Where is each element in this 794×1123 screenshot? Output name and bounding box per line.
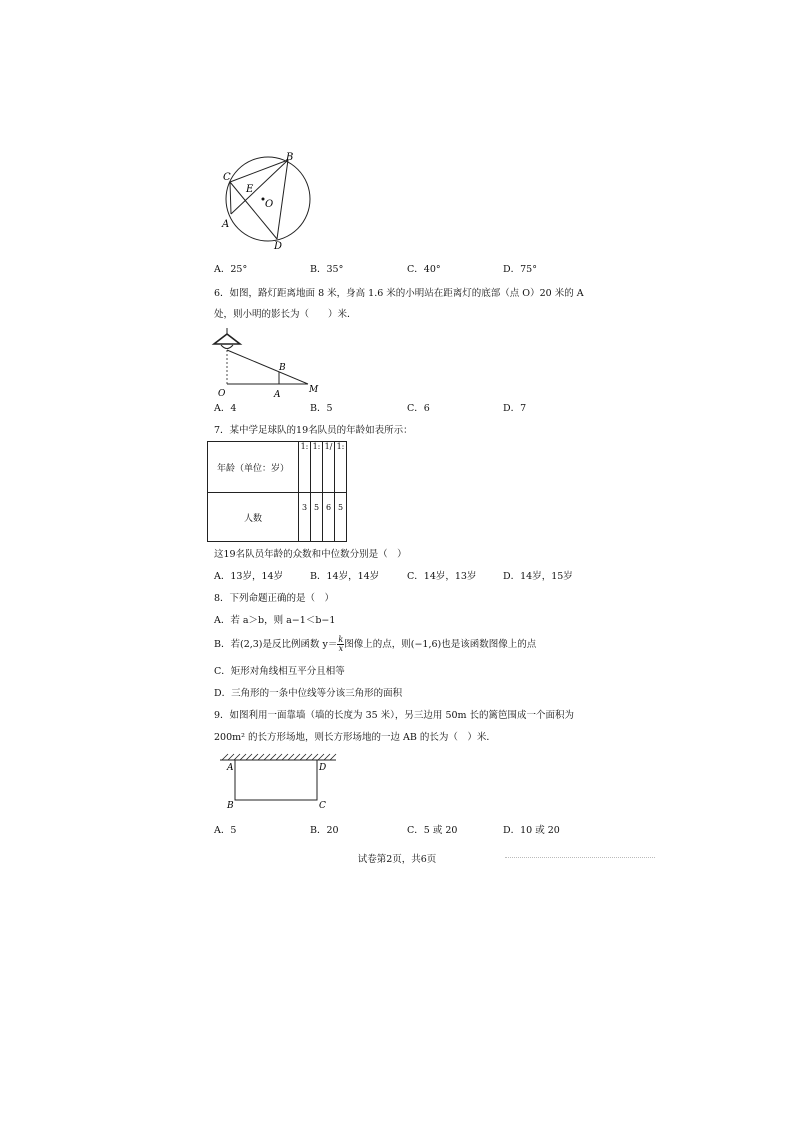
- q5-option-d: D．75°: [503, 264, 537, 275]
- wall-figure: [216, 752, 340, 814]
- age-table: [207, 441, 347, 542]
- q9-stem-line1: 9．如图利用一面靠墙（墙的长度为 35 米），另三边用 50m 长的篱笆围成一个面积为: [214, 710, 575, 721]
- q9-option-d: D．10 或 20: [503, 825, 560, 836]
- light-ray: [227, 350, 308, 384]
- label-d: D: [274, 241, 283, 252]
- label-d: D: [319, 763, 327, 773]
- q8-option-a: A．若 a＞b，则 a−1＜b−1: [214, 615, 336, 626]
- chord-cb: [230, 160, 288, 182]
- q7-stem: 7．某中学足球队的19名队员的年龄如表所示：: [214, 425, 413, 436]
- label-e: E: [246, 184, 254, 195]
- q8-stem: 8．下列命题正确的是（ ）: [214, 593, 335, 604]
- age-cell: 1:: [299, 442, 311, 493]
- q5-option-b: B．35°: [310, 264, 344, 275]
- lamp-figure: [210, 326, 328, 398]
- label-b: B: [227, 801, 234, 811]
- count-cell: 3: [299, 493, 311, 542]
- q9-option-b: B．20: [310, 825, 339, 836]
- label-a: A: [227, 763, 234, 773]
- label-o: O: [218, 389, 226, 398]
- label-c: C: [319, 801, 326, 811]
- q6-stem-line1: 6．如图，路灯距离地面 8 米，身高 1.6 米的小明站在距离灯的底部（点 O）20 米的 A: [214, 288, 584, 299]
- chord-cd: [230, 182, 277, 239]
- q6-option-c: C．6: [407, 403, 430, 414]
- label-o: O: [265, 199, 274, 210]
- q5-option-c: C．40°: [407, 264, 441, 275]
- rectangle-abcd: [235, 760, 317, 800]
- q7-option-c: C．14岁，13岁: [407, 571, 477, 582]
- q8-option-d: D．三角形的一条中位线等分该三角形的面积: [214, 688, 403, 699]
- age-cell: 1:: [335, 442, 347, 493]
- q9-option-a: A．5: [214, 825, 237, 836]
- q6-option-b: B．5: [310, 403, 333, 414]
- q8-option-c: C．矩形对角线相互平分且相等: [214, 666, 345, 677]
- q6-option-a: A．4: [214, 403, 237, 414]
- chord-bd: [277, 160, 288, 239]
- count-cell: 6: [323, 493, 335, 542]
- age-header-cell: 年龄（单位：岁）: [208, 442, 299, 493]
- circle-figure: [214, 150, 338, 252]
- age-cell: 1/: [323, 442, 335, 493]
- label-a: A: [222, 219, 230, 230]
- chord-ca: [230, 182, 231, 214]
- q6-option-d: D．7: [503, 403, 527, 414]
- page-footer: 试卷第2页，共6页: [357, 854, 437, 865]
- q7-question: 这19名队员年龄的众数和中位数分别是（ ）: [214, 549, 407, 560]
- label-b: B: [286, 152, 294, 163]
- age-cell: 1:: [311, 442, 323, 493]
- label-m: M: [309, 385, 319, 395]
- fraction-denominator: x: [338, 644, 344, 653]
- q9-stem-line2: 200m² 的长方形场地，则长方形场地的一边 AB 的长为（ ）米．: [214, 732, 496, 743]
- table-row-age: [208, 442, 347, 493]
- lamp-shade: [214, 334, 240, 344]
- lamp-bulb: [221, 345, 233, 349]
- wall-hatching: [222, 754, 336, 760]
- scan-artifact-dots: [505, 857, 655, 862]
- q7-option-b: B．14岁，14岁: [310, 571, 380, 582]
- label-b: B: [279, 363, 286, 373]
- count-cell: 5: [335, 493, 347, 542]
- count-header-cell: 人数: [208, 493, 299, 542]
- q5-option-a: A．25°: [214, 264, 248, 275]
- label-a: A: [274, 390, 281, 398]
- q8-option-b-pre: B．若(2,3)是反比例函数 y＝: [214, 639, 338, 650]
- q7-option-d: D．14岁，15岁: [503, 571, 573, 582]
- q8-option-b: [214, 636, 536, 654]
- fraction-numerator: k: [338, 635, 344, 644]
- count-cell: 5: [311, 493, 323, 542]
- q9-option-c: C．5 或 20: [407, 825, 458, 836]
- q7-option-a: A．13岁，14岁: [214, 571, 284, 582]
- q8-option-b-post: 图像上的点，则(−1,6)也是该函数图像上的点: [344, 639, 537, 650]
- label-c: C: [223, 172, 231, 183]
- q6-stem-line2: 处，则小明的影长为（ ）米．: [214, 309, 357, 320]
- table-row-count: [208, 493, 347, 542]
